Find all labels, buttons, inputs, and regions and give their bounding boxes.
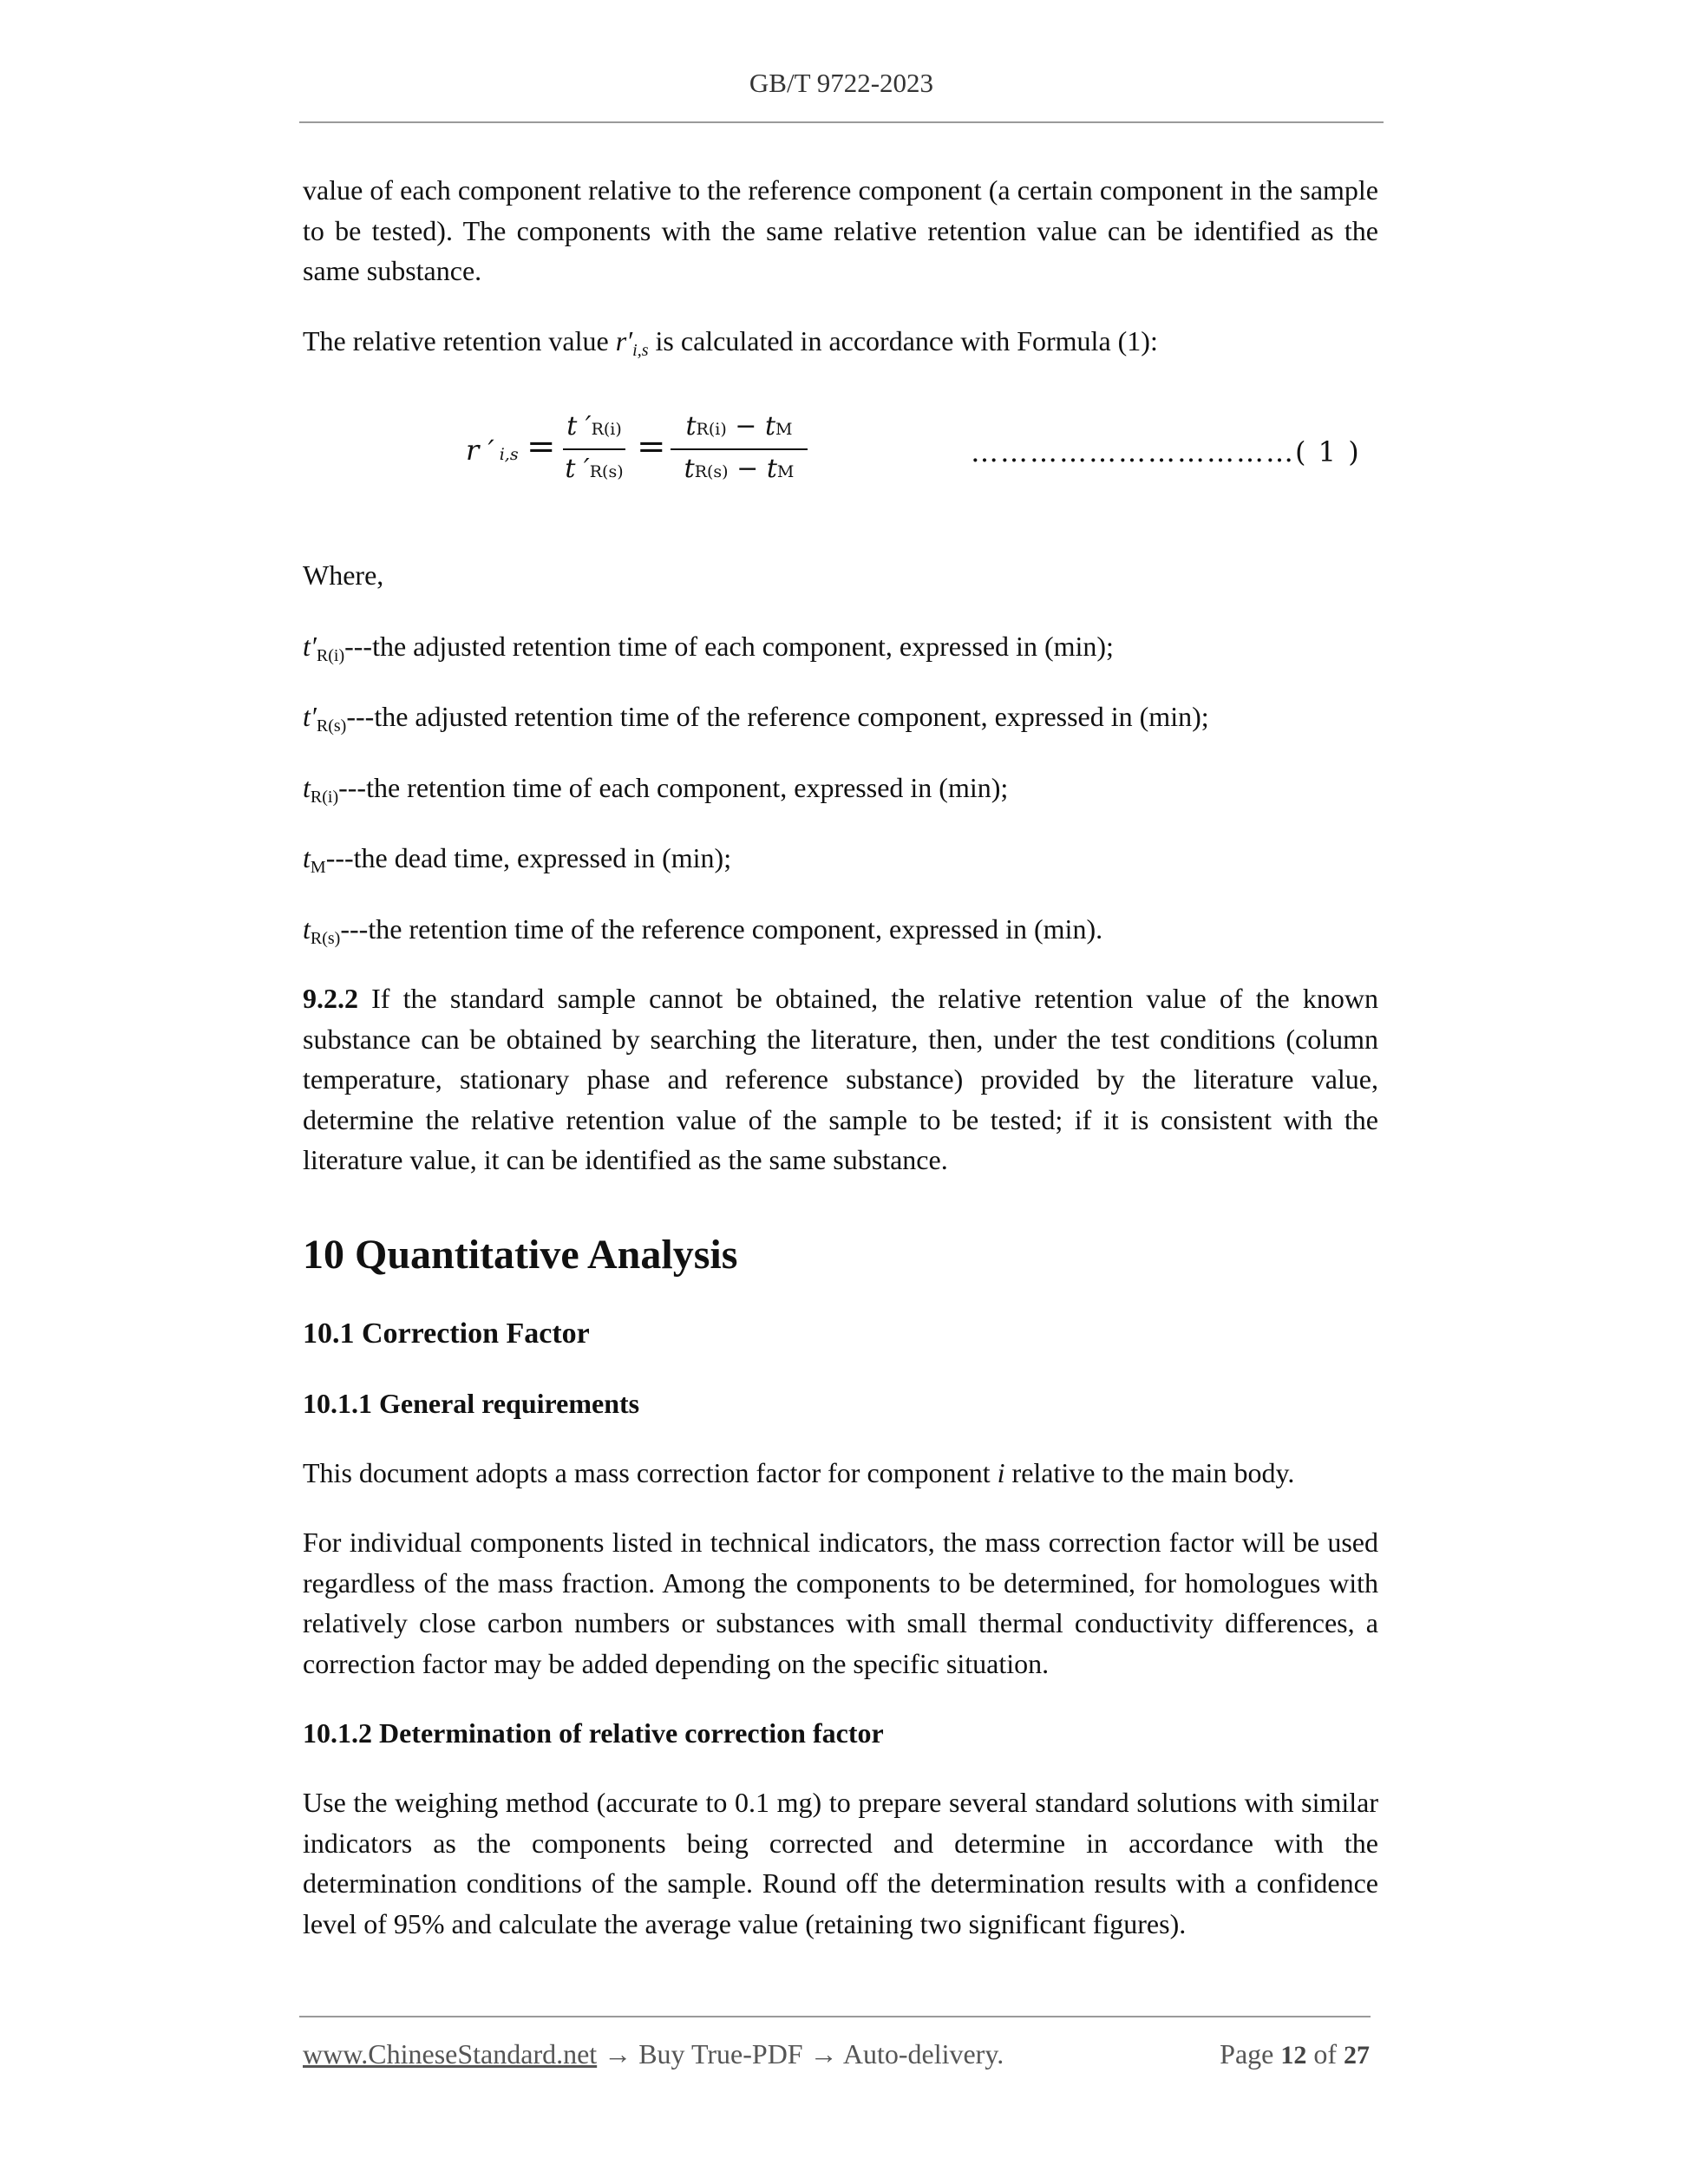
fraction-bar (671, 448, 808, 450)
paragraph-weighing-method: Use the weighing method (accurate to 0.1 mg) to prepare several standard solutions with similar indicators as the components being corrected and determine in accordance with the determination conditions of the sample. Round off the determination results with a confidence level of 95% and calculate the average value (retaining two significant figures). (303, 1787, 1378, 1939)
clause-9-2-2: 9.2.2 If the standard sample cannot be obtained, the relative retention value of the known substance can be obtained by searching the literature, then, under the test conditions (column temperature, stationary phase and reference substance) provided by the literature value, determine the relative retention value of the sample to be tested; if it is consistent with the literature value, it can be identified as the same substance. (303, 983, 1378, 1175)
where-label: Where, (303, 559, 384, 591)
definition-item: $t_{R(i)}--$-the retention time of each component, expressed in (min); (303, 771, 1009, 807)
formula-fraction-adjusted: t ′R(i) t ′R(s) (563, 409, 625, 489)
section-heading-10: 10 Quantitative Analysis (303, 1231, 738, 1278)
page-header-title: GB/T 9722-2023 (749, 68, 934, 98)
paragraph-general: This document adopts a mass correction factor for component i relative to the main body. (303, 1456, 1295, 1488)
footer-divider (299, 2016, 1371, 2017)
formula-intro: The relative retention value $r'_{i,s}$ is calculated in accordance with Formula (1): (303, 324, 1158, 360)
header-divider (299, 121, 1384, 123)
definition-item: $t_M--$-the dead time, expressed in (min); (303, 842, 732, 877)
subsection-heading-10-1: 10.1 Correction Factor (303, 1317, 590, 1350)
formula-number: ……………………………( 1 ) (971, 435, 1361, 468)
formula-fraction-retention: tR(i) − tM tR(s) − tM (671, 409, 808, 489)
formula-lhs: r ′ i,s (466, 434, 519, 467)
fraction-bar (563, 448, 625, 450)
formula-equals-2: = (637, 427, 666, 467)
website-link[interactable]: www.ChineseStandard.net (303, 2038, 598, 2070)
footer-promo: www.ChineseStandard.net → Buy True-PDF → Auto-delivery. (303, 2038, 1004, 2070)
paragraph-continuation: value of each component relative to the reference component (a certain component in the sample to be tested). The components with the same relative retention value can be identified as the same substance. (303, 174, 1378, 286)
arrow-icon: → (597, 2038, 639, 2070)
definition-item: $t'_{R(s)}--$-the adjusted retention time of the reference component, expressed in (min); (303, 701, 1209, 736)
definition-item: $t'_{R(i)}--$-the adjusted retention time of each component, expressed in (min); (303, 630, 1114, 665)
paragraph-individual-components: For individual components listed in technical indicators, the mass correction factor will be used regardless of the mass fraction. Among the components to be determined, for homologues with relatively close carbon numbers or substances with small thermal conductivity differences, a correction factor may be added depending on the specific situation. (303, 1527, 1378, 1679)
page-content (303, 170, 1378, 1944)
page-footer (303, 2038, 1370, 2076)
formula-equals-1: = (527, 427, 556, 467)
definition-item: $t_{R(s)}--$-the retention time of the reference component, expressed in (min). (303, 912, 1103, 948)
subsection-heading-10-1-1: 10.1.1 General requirements (303, 1387, 640, 1419)
page-number: Page 12 of 27 (1220, 2038, 1370, 2070)
arrow-icon: → (802, 2038, 843, 2070)
symbol-definitions (303, 626, 1378, 950)
subsection-heading-10-1-2: 10.1.2 Determination of relative correction factor (303, 1717, 884, 1749)
formula-1 (303, 397, 1378, 519)
